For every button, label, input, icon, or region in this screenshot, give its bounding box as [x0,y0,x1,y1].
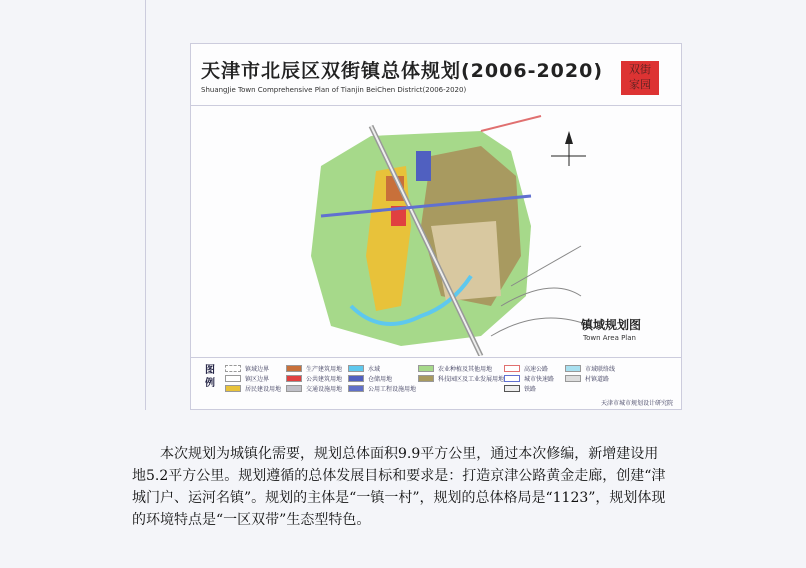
plan-title: 天津市北辰区双街镇总体规划(2006-2020) [201,60,604,82]
map-subtitle: Town Area Plan [583,334,636,342]
legend-item: 仓储用地 [348,374,392,383]
legend-item: 城市快速路 [504,374,554,383]
legend-item: 交通设施用地 [286,384,342,393]
legend-item: 镇域边界 [225,364,269,373]
legend-item: 镇区边界 [225,374,269,383]
source-credit: 天津市城市规划设计研究院 [600,400,673,407]
legend [191,357,681,410]
map-panel [190,43,682,410]
legend-item: 村镇道路 [565,374,609,383]
legend-item: 市域联络线 [565,364,615,373]
legend-item: 科技园区及工业发展用地 [418,374,504,383]
town-area-map [281,106,601,356]
legend-item: 农业种植及其他用地 [418,364,492,373]
legend-item: 居民建设用地 [225,384,281,393]
plan-subtitle: ShuangJie Town Comprehensive Plan of Tianjin BeiChen District(2006-2020) [201,86,467,94]
margin-line [145,0,146,410]
legend-heading: 图例 [205,365,215,389]
map-title: 镇域规划图 [581,318,642,332]
legend-item: 公用工程设施用地 [348,384,416,393]
seal-logo: 双街 家园 [621,61,659,95]
legend-item: 公共建筑用地 [286,374,342,383]
highway [481,116,541,131]
body-paragraph: 本次规划为城镇化需要，规划总体面积9.9平方公里，通过本次修编，新增建设用地5.2平方公里。规划遵循的总体发展目标和要求是：打造京津公路黄金走廊，创建“津城门户、运河名镇”。规划的主体是“一镇一村”，规划的总体格局是“1123”，规划体现的环境特点是“一区双带”生态型特色。 [132,446,666,528]
legend-item: 铁路 [504,384,536,393]
legend-item: 水域 [348,364,380,373]
storage-zone [416,151,431,181]
legend-item: 高速公路 [504,364,548,373]
legend-item: 生产建筑用地 [286,364,342,373]
